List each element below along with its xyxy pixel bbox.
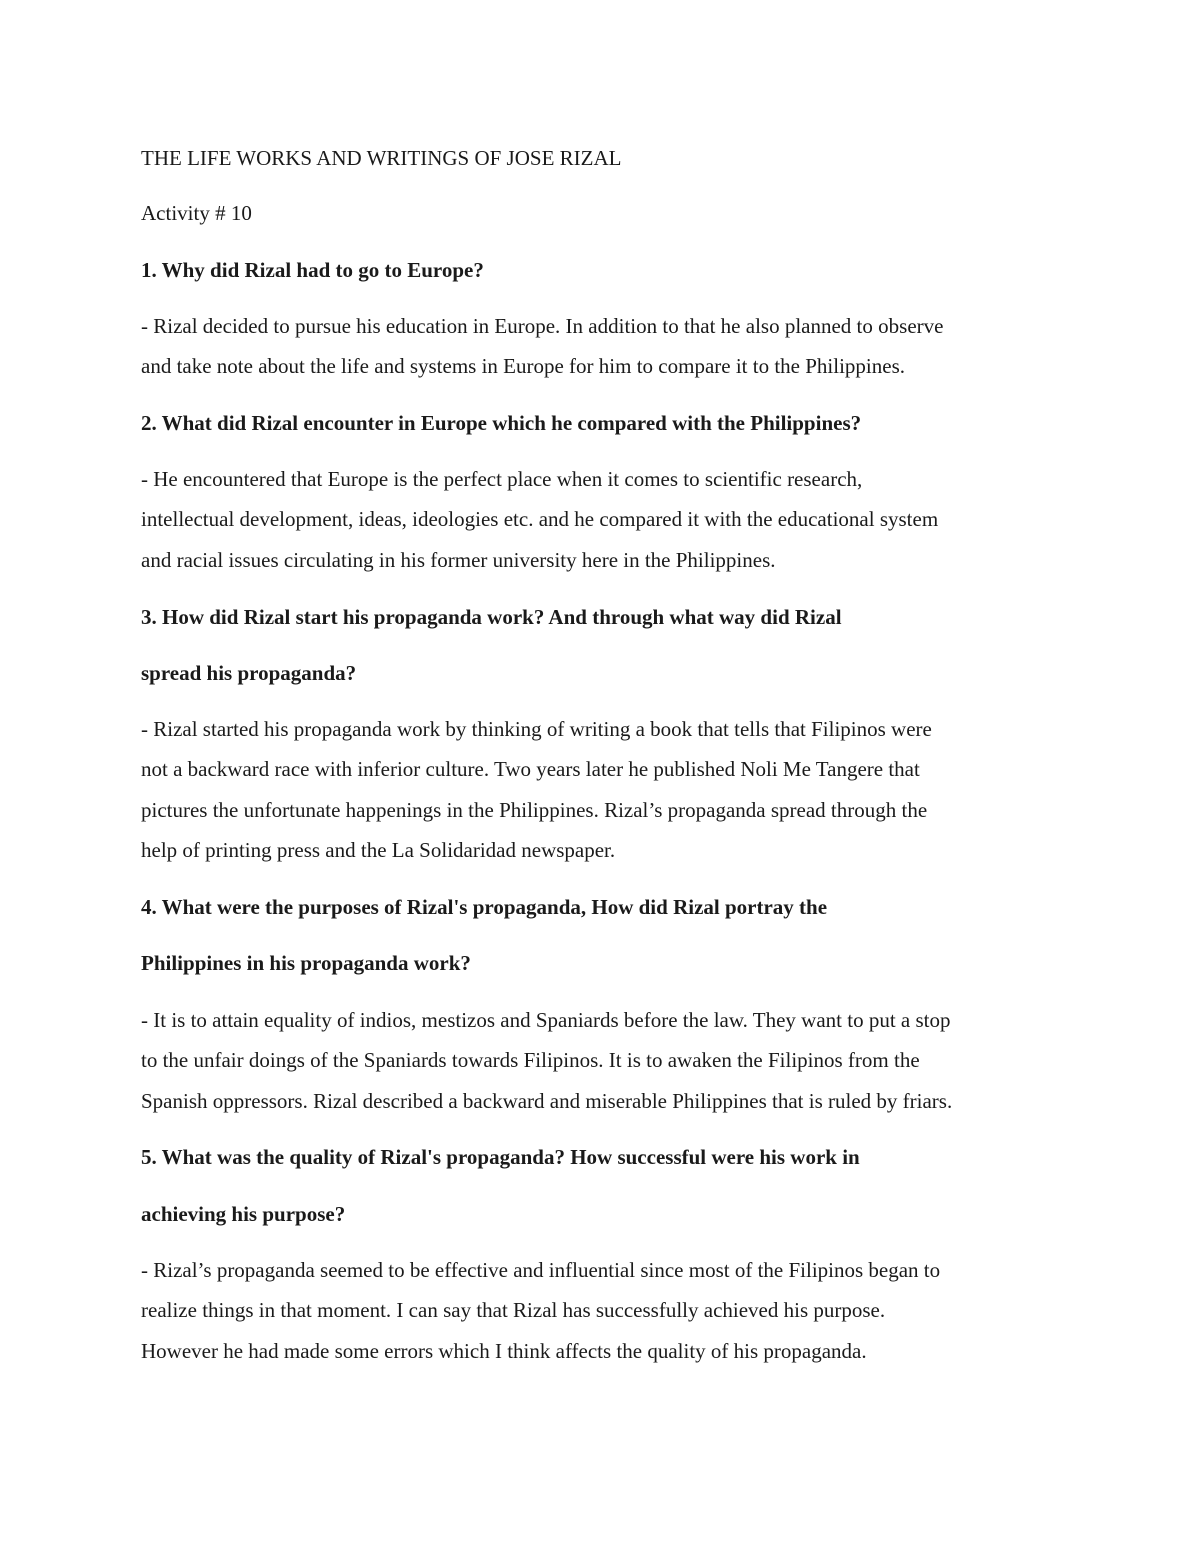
answer-1-line-2: and take note about the life and systems in Europe for him to compare it to the Philippines. (141, 354, 905, 378)
question-1-line-1: 1. Why did Rizal had to go to Europe? (141, 258, 484, 282)
answer-3-line-4: help of printing press and the La Solidaridad newspaper. (141, 838, 616, 862)
document-title: THE LIFE WORKS AND WRITINGS OF JOSE RIZAL (141, 146, 622, 170)
answer-4-line-2: to the unfair doings of the Spaniards towards Filipinos. It is to awaken the Filipinos from the (141, 1048, 920, 1072)
answer-5-line-2: realize things in that moment. I can say that Rizal has successfully achieved his purpose. (141, 1298, 886, 1322)
question-3-line-2: spread his propaganda? (141, 661, 357, 685)
answer-3-line-3: pictures the unfortunate happenings in the Philippines. Rizal’s propaganda spread through the (141, 798, 928, 822)
answer-1-line-1: - Rizal decided to pursue his education in Europe. In addition to that he also planned to observe (141, 314, 944, 338)
question-5-line-1: 5. What was the quality of Rizal's propaganda? How successful were his work in (141, 1145, 860, 1169)
question-5-line-2: achieving his purpose? (141, 1202, 346, 1226)
answer-2-line-1: - He encountered that Europe is the perfect place when it comes to scientific research, (141, 467, 863, 491)
question-4-line-1: 4. What were the purposes of Rizal's propaganda, How did Rizal portray the (141, 895, 828, 919)
answer-4-line-1: - It is to attain equality of indios, mestizos and Spaniards before the law. They want to put a stop (141, 1008, 951, 1032)
question-3-line-1: 3. How did Rizal start his propaganda work? And through what way did Rizal (141, 605, 842, 629)
answer-2-line-3: and racial issues circulating in his former university here in the Philippines. (141, 548, 776, 572)
question-4-line-2: Philippines in his propaganda work? (141, 951, 471, 975)
answer-5-line-3: However he had made some errors which I think affects the quality of his propaganda. (141, 1339, 867, 1363)
answer-2-line-2: intellectual development, ideas, ideologies etc. and he compared it with the educational system (141, 507, 939, 531)
activity-label: Activity # 10 (141, 201, 252, 225)
answer-5-line-1: - Rizal’s propaganda seemed to be effective and influential since most of the Filipinos began to (141, 1258, 941, 1282)
answer-3-line-2: not a backward race with inferior culture. Two years later he published Noli Me Tangere that (141, 757, 920, 781)
question-2-line-1: 2. What did Rizal encounter in Europe which he compared with the Philippines? (141, 411, 862, 435)
answer-3-line-1: - Rizal started his propaganda work by thinking of writing a book that tells that Filipinos were (141, 717, 932, 741)
answer-4-line-3: Spanish oppressors. Rizal described a backward and miserable Philippines that is ruled by friars. (141, 1089, 953, 1113)
